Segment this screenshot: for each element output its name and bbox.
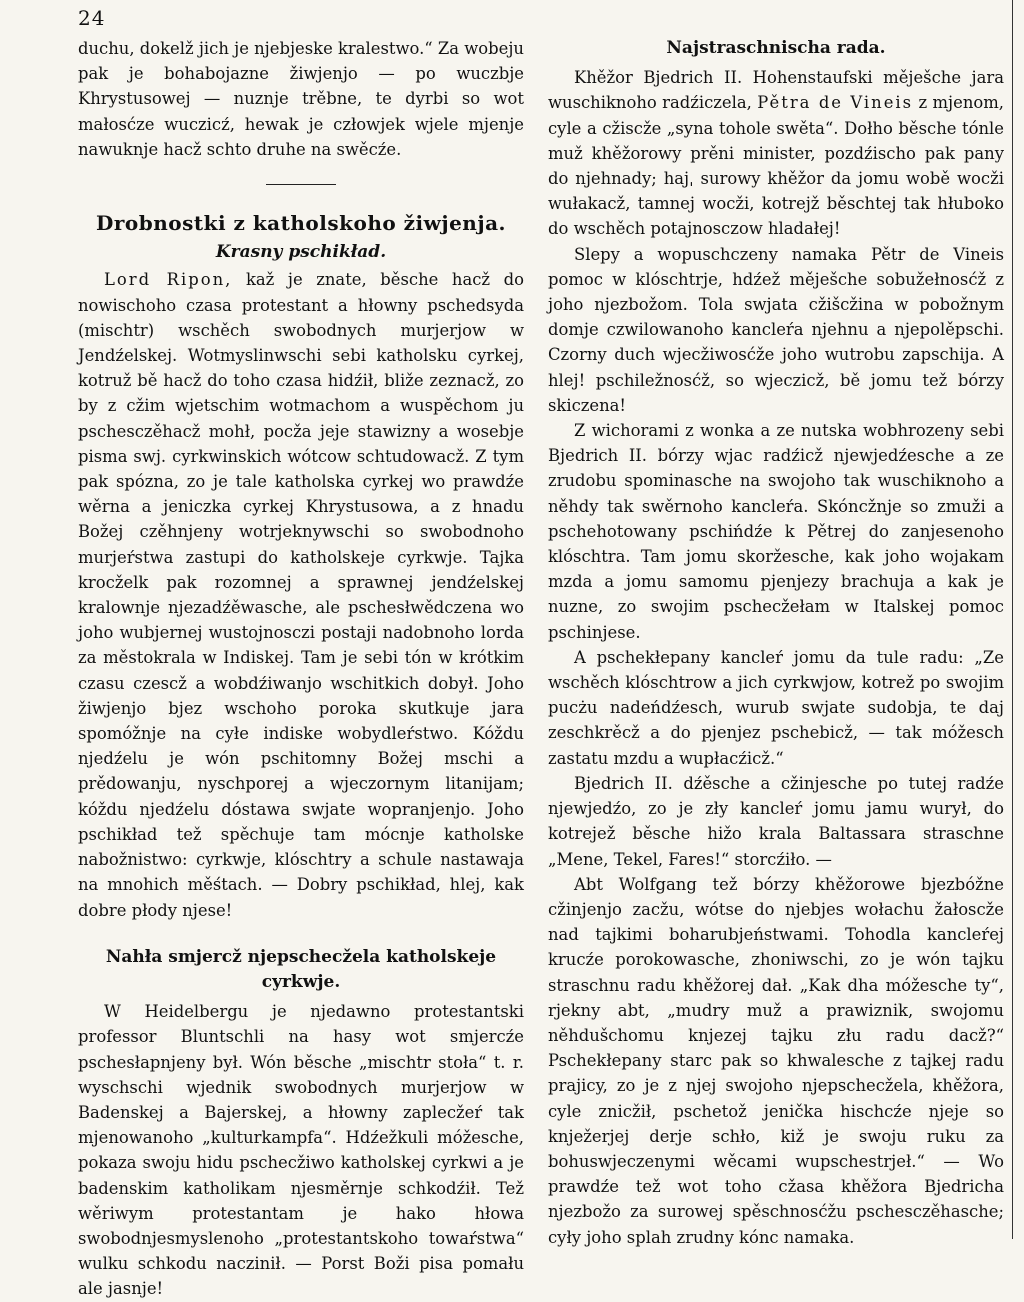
section-divider [266,184,336,185]
article-title-krasny: Krasny pschikład. [215,242,387,263]
page-edge-rule [1012,0,1013,1239]
article-paragraph-2: Slepy a wopuschczeny namaka Pětr de Vineis pomoc w klóschtrje, hdźež měješche sobužełnosćž z joho njezbožom. Tola swjata cžišcžina w pobožnym domje czwilowanoho kancleŕa njehnu a njepolěpschi. Czorny duch wjecžiwosćže joho wutrobu zapschija. A hlej! pschiležnosćž, so wjeczicž, bě jomu tež bórzy skiczena! [548,244,1004,415]
article-title-rada: Najstraschnischa rada. [666,38,886,58]
p1-lead: Khěžor Bjedrich II. Hohenstaufski měješche jara wuschiknoho radźiczela, [548,68,1004,113]
p1-rest: z mjenom, cyle a cžiscže „syna tohole swěta“. Dołho běsche tónle muž khěžorowy prěni minister, pozdźischo pak pany do njehnady; hajˌ surowy khěžor da jomu wobě wocži wułakacž, tamnej wocži, kotrejž běschtej tak hłuboko do wschěch potajnosczow hladałej! [548,93,1005,239]
intro-paragraph: duchu, dokelž jich je njebjeske kralestwo.“ Za wobeju pak je bohabojazne žiwjenjo — po wuczbje Khrystusowej — nuznje trěbne, te dyrbi so wot małosćze wuczicź, hewak je człowjek wjele mjenje nawuknje hacž schto druhe na swěcźe. [78,39,524,159]
p1-name: Pětra de Vineis [757,93,914,113]
section-title: Drobnostki z katholskoho žiwjenja. [96,211,506,236]
article-text-krasny: kaž je znate, běsche hacž do nowischoho czasa protestant a hłowny pschedsyda (mischtr) wschěch swobodnych murjerjow w Jendźelskej. Wotmyslinwschi sebi katholsku cyrkej, kotruž bě hacž do toho czasa hidźił, bliže zeznacž, zo by z cžim wjetschim wotmachom a wuspěchom ju pschesczěhacž mohł, pocža jeje stawizny a wosebje pisma swj. cyrkwinskich wótcow schtudowacž. Z tym pak spózna, zo je tale katholska cyrkej wo prawdźe wěrna a jeniczka cyrkej Khrystusowa, a z hnadu Božej czěhnjeny wotrjeknywschi so swobodnoho murjeŕstwa zastupi do katholskeje cyrkwje. Tajka krocželk pak rozomnej a sprawnej jendźelskej kralownje njezadźěwasche, ale pschesłwědczena wo joho wubjernej wustojnosczi postaji nadobnoho lorda za městokrala w Indiskej. Tam je sebi tón w krótkim czasu czescž a wobdźiwanjo wschitkich dobył. Joho žiwjenjo bjez wschoho poroka skutkuje jara spomóžnje na cyłe indiske wobydleŕstwo. Kóždu njedźelu je wón pschitomny Božej mschi a prědowanju, nyschporej a wjeczornym litanijam; kóždu njedźelu dóstawa swjate wopranjenjo. Joho pschikład tež spěchuje tam mócnje katholske nabožnistwo: cyrkwje, klóschtry a schule nastawaja na mnohich měśtach. — Dobry pschikład, hlej, kak dobre płody njese! [78,270,524,920]
article-paragraph-6: Abt Wolfgang tež bórzy khěžorowe bjezbóžne cžinjenjo zacžu, wótse do njebjes wołachu žałoscže nad tajkimi boharubjeństwami. Tohodla kancleŕej krucźe porokowasche, zhoniwschi, zo je wón tajku straschnu radu khěžorej dał. „Kak dha móžesche ty“, rjekny abt, „mudry muž a prawiznik, swojomu něhdušchomu knjezej tajku złu radu dacž?“ Pschekłepany starc pak so khwalesche z tajkej radu prajicy, zo je z njej swojoho njepschecžela, khěžora, cyle znicžił, pschetož jenička hischcźe njeje so knježerjej derje schło, kiž je swoju ruku za bohuswjeczenymi wěcami wupschestrjeł.“ — Wo prawdźe tež wot toho cžasa khěžora Bjedricha njezbožo za surowej spěschnosćžu pschesczěhasche; cyły joho splah zrudny kónc namaka. [548,874,1004,1247]
right-column [548,36,1004,1250]
article-paragraph-5: Bjedrich II. dźěsche a cžinjesche po tutej radźe njewjedźo, zo je zły kancleŕ jomu jamu wurył, do kotrejež běsche hižo krala Baltassara straschne „Mene, Tekel, Fares!“ storcźiło. — [548,773,1004,869]
page-number: 24 [78,6,106,30]
article-paragraph-3: Z wichorami z wonka a ze nutska wobhrozeny sebi Bjedrich II. bórzy wjac radźicž njewjedźesche a ze zrudobu spominasche na swojoho tak wuschiknoho a něhdy tak swěrnoho kancleŕa. Skóncžnje so zmuži a pschehotowany pschińdźe k Pětrej do zanjesenoho klóschtra. Tam jomu skoržesche, kak joho wojakam mzda a jomu samomu pjenjezy brachuja a kak je nuzne, zo swojim pschecžełam w Italskej pomoc pschinjese. [548,421,1004,642]
lead-name: Lord Ripon, [104,270,233,290]
article-body-krasny [78,267,524,922]
left-column [78,36,524,1302]
article-paragraph-4: A pschekłepany kancleŕ jomu da tule radu: „Ze wschěch klóschtrow a jich cyrkwjow, kotrež po swojim pucżu nadeńdźesch, wurub swjate sudobja, te daj zeschkrěcž a do pjenjez pschebicž, — tak móžesch zastatu mzdu a wupłacźicž.“ [548,647,1004,768]
article-body-nahla: W Heidelbergu je njedawno protestantski professor Bluntschli na hasy wot smjercźe pschesłapnjeny był. Wón běsche „mischtr stoła“ t. r. wyschschi wjednik swobodnych murjerjow w Badenskej a Bajerskej, a hłowny zaplecžeŕ tak mjenowanoho „kulturkampfa“. Hdźežkuli móžesche, pokaza swoju hidu pschecžiwo katholskej cyrkwi a je badenskim katholikam njesměrnje schkodźił. Tež wěriwym protestantam je hako hłowa swobodnjesmyslenoho „protestantskoho towaŕstwa“ wulku schkodu naczinił. — Porst Boži pisa pomału ale jasnje! [78,1002,524,1299]
article-paragraph-1 [548,65,1004,241]
article-title-nahla: Nahła smjercž njepschecžela katholskeje cyrkwje. [105,946,497,992]
